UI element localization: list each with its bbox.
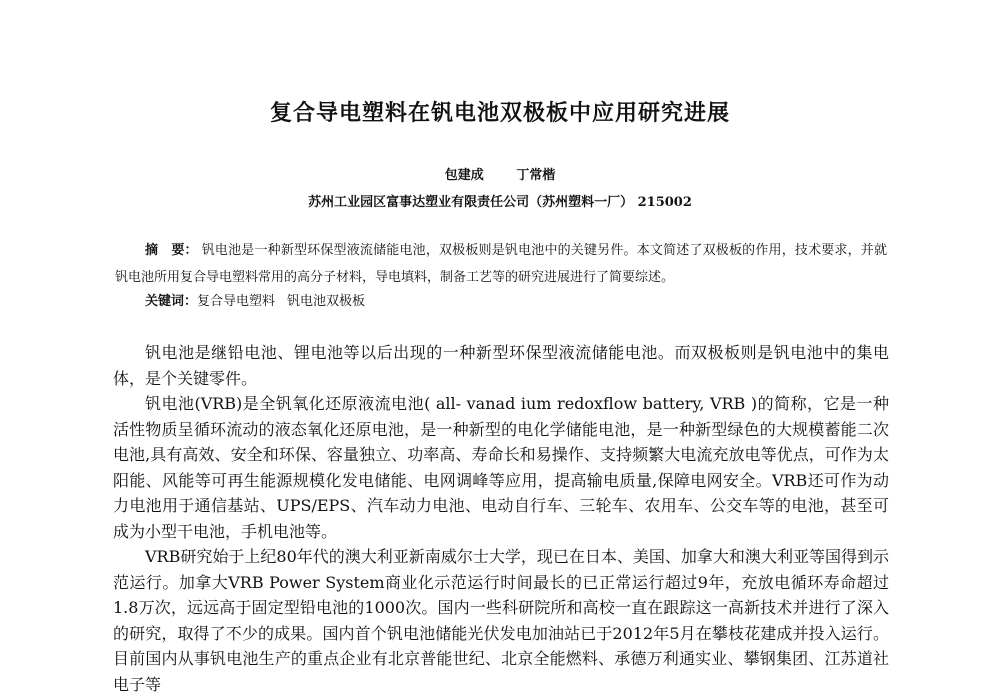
author-list [0,164,1000,183]
abstract [115,237,887,291]
body-text [113,340,889,697]
paper-title: 复合导电塑料在钒电池双极板中应用研究进展 [269,101,730,126]
author-name: 丁常楷 [516,168,556,183]
keywords [145,290,885,314]
abstract-label: 摘 要： [145,243,198,258]
body-paragraph: VRB研究始于上纪80年代的澳大利亚新南威尔士大学，现已在日本、美国、加拿大和澳大利亚等国得到示范运行。加拿大VRB Power System商业化示范运行时间最长的已正常运行超过9年，充放电循环寿命超过1.8万次，远远高于固定型铅电池的1000次。国内一些科研院所和高校一直在跟踪这一高新技术并进行了深入的研究，取得了不少的成果。国内首个钒电池储能光伏发电加油站已于2012年5月在攀枝花建成并投入运行。目前国内从事钒电池生产的重点企业有北京普能世纪、北京全能燃料、承德万利通实业、攀钢集团、江苏道社电子等 [113,547,889,694]
keyword: 钒电池双极板 [287,294,366,309]
abstract-text: 钒电池是一种新型环保型液流储能电池，双极板则是钒电池中的关键另件。本文简述了双极板的作用，技术要求，并就钒电池所用复合导电塑料常用的高分子材料，导电填料，制备工艺等的研究进展进行了简要综述。 [115,243,887,285]
affiliation: 苏州工业园区富事达塑业有限责任公司（苏州塑料一厂） 215002 [308,195,692,210]
author-name: 包建成 [444,168,484,183]
keyword: 复合导电塑料 [197,294,276,309]
body-paragraph: 钒电池是继铅电池、锂电池等以后出现的一种新型环保型液流储能电池。而双极板则是钒电池中的集电体，是个关键零件。 [113,343,889,388]
body-paragraph: 钒电池(VRB)是全钒氧化还原液流电池( all- vanad ium redoxflow battery, VRB )的简称，它是一种活性物质呈循环流动的液态氧化还原电池，是一种新型的电化学储能电池，是一种新型绿色的大规模蓄能二次电池,具有高效、安全和环保、容量独立、功率高、寿命长和易操作、支持频繁大电流充放电等优点，可作为太阳能、风能等可再生能源规模化发电储能、电网调峰等应用，提高输电质量,保障电网安全。VRB还可作为动力电池用于通信基站、UPS/EPS、汽车动力电池、电动自行车、三轮车、农用车、公交车等的电池，甚至可成为小型干电池，手机电池等。 [113,394,889,541]
keywords-label: 关键词： [145,294,198,309]
